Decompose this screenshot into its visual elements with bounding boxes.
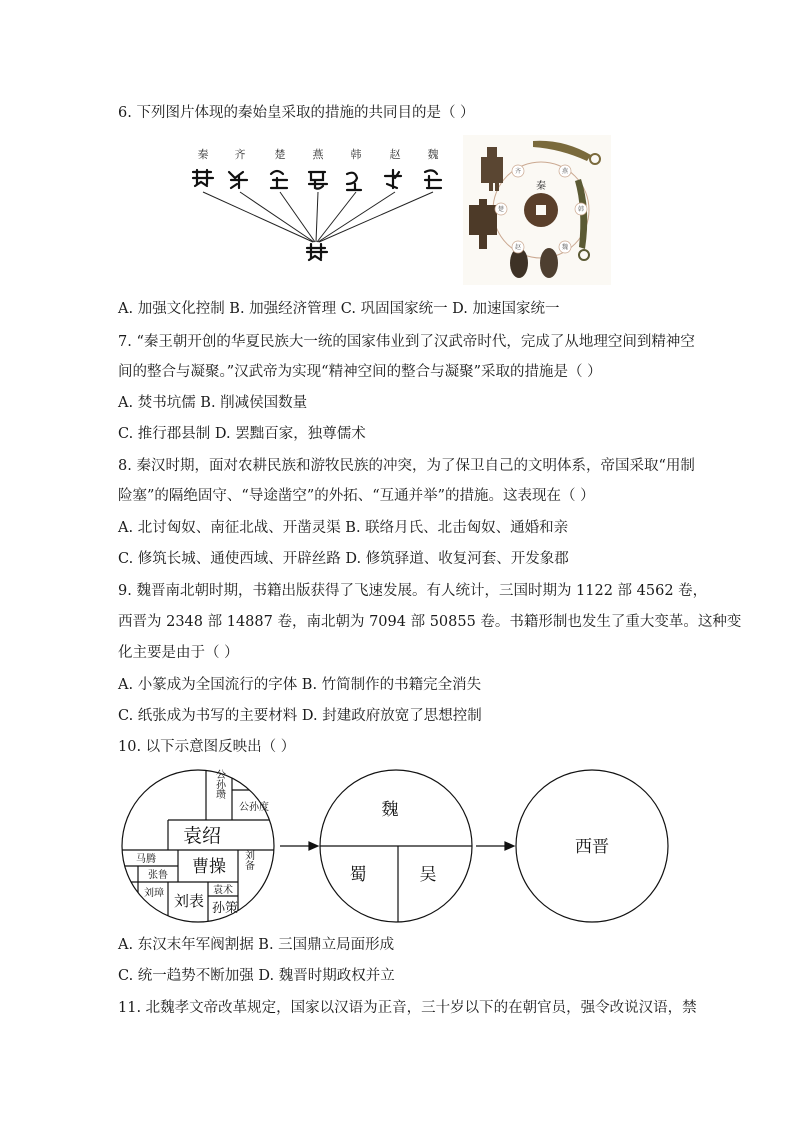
glyph-yan <box>309 172 327 189</box>
arrow-2 <box>476 842 514 850</box>
glyph-wei <box>425 170 441 188</box>
label-zhanglu: 张鲁 <box>148 870 168 881</box>
label-gongsunzan: 公孙瓒 <box>213 769 225 799</box>
q8-stem-line-2: 险塞”的隔绝固守、“导途凿空”的外拓、“互通并举”的措施。这表现在（ ） <box>118 488 595 504</box>
q10-options-line-2: C. 统一趋势不断加强 D. 魏晋时期政权并立 <box>118 968 395 984</box>
state-label-chu: 楚 <box>274 148 286 161</box>
q9-stem-line-3: 化主要是由于（ ） <box>118 645 239 661</box>
q6-script-unification-figure <box>185 140 450 270</box>
connecting-lines <box>203 192 433 242</box>
state-name-labels <box>198 147 439 161</box>
q6-options: A. 加强文化控制 B. 加强经济管理 C. 巩固国家统一 D. 加速国家统一 <box>118 301 560 317</box>
label-liubiao: 刘表 <box>173 892 205 910</box>
glyph-chu <box>271 171 287 188</box>
state-label-yan: 燕 <box>312 148 324 161</box>
state-label-qi: 齐 <box>234 148 246 161</box>
label-caocao: 曹操 <box>192 857 226 877</box>
three-kingdoms-circle <box>318 770 474 932</box>
glyph-zhao <box>385 170 401 188</box>
state-label-wei: 魏 <box>427 148 439 161</box>
q7-options-line-1: A. 焚书坑儒 B. 削减侯国数量 <box>118 395 308 411</box>
label-xijin: 西晋 <box>575 837 609 857</box>
orbit-label-wei: 魏 <box>561 244 569 251</box>
coin-center-label: 秦 <box>536 181 546 192</box>
glyph-qi <box>229 172 247 188</box>
q8-options-line-1: A. 北讨匈奴、南征北战、开凿灵渠 B. 联络月氏、北击匈奴、通婚和亲 <box>118 520 569 536</box>
orbit-label-qi: 齐 <box>514 168 522 175</box>
q9-options-line-1: A. 小篆成为全国流行的字体 B. 竹简制作的书籍完全消失 <box>118 677 482 693</box>
q8-options-line-2: C. 修筑长城、通使西域、开辟丝路 D. 修筑驿道、收复河套、开发象郡 <box>118 551 569 567</box>
label-liubei: 刘备 <box>242 850 254 870</box>
q9-stem-line-2: 西晋为 2348 部 14887 卷，南北朝为 7094 部 50855 卷。书籍形制也发生了重大变革。这种变 <box>118 614 742 630</box>
label-mateng: 马腾 <box>136 854 156 865</box>
label-yuanshao: 袁绍 <box>182 825 222 847</box>
q10-options-line-1: A. 东汉末年军阀割据 B. 三国鼎立局面形成 <box>118 937 395 953</box>
state-label-zhao: 赵 <box>389 148 401 161</box>
label-shu: 蜀 <box>349 865 367 885</box>
orbit-label-chu: 楚 <box>497 206 505 213</box>
q7-options-line-2: C. 推行郡县制 D. 罢黜百家，独尊儒术 <box>118 426 366 442</box>
state-label-han: 韩 <box>350 148 362 161</box>
orbit-label-han: 韩 <box>577 206 585 213</box>
label-yuanshu: 袁术 <box>213 885 233 896</box>
glyph-qin <box>193 170 213 186</box>
q10-stem: 10. 以下示意图反映出（ ） <box>118 739 296 755</box>
label-wu: 吴 <box>419 865 437 885</box>
banliang-coin-center <box>524 193 558 227</box>
glyph-han <box>347 173 361 190</box>
label-gongsundu: 公孙度 <box>239 802 269 813</box>
label-wei: 魏 <box>381 800 399 820</box>
q6-stem: 6. 下列图片体现的秦始皇采取的措施的共同目的是（ ） <box>118 105 475 121</box>
three-kingdoms-labels <box>350 800 437 885</box>
warlord-labels <box>136 769 269 916</box>
q6-coin-unification-figure <box>463 135 611 285</box>
state-label-qin: 秦 <box>197 148 209 161</box>
arrow-1 <box>280 842 318 850</box>
q8-stem-line-1: 8. 秦汉时期，面对农耕民族和游牧民族的冲突，为了保卫自己的文明体系，帝国采取“用制 <box>118 458 695 474</box>
q10-diagram <box>118 762 678 932</box>
q7-stem-line-1: 7. “秦王朝开创的华夏民族大一统的国家伟业到了汉武帝时代，完成了从地理空间到精神空 <box>118 334 695 350</box>
q11-stem-line-1: 11. 北魏孝文帝改革规定，国家以汉语为正音，三十岁以下的在朝官员，强令改说汉语，禁 <box>118 1000 697 1016</box>
q7-stem-line-2: 间的整合与凝聚。”汉武帝为实现“精神空间的整合与凝聚”采取的措施是（ ） <box>118 364 602 380</box>
label-sunce: 孙策 <box>211 901 239 916</box>
q9-stem-line-1: 9. 魏晋南北朝时期，书籍出版获得了飞速发展。有人统计，三国时期为 1122 部 4562 卷， <box>118 583 708 599</box>
q9-options-line-2: C. 纸张成为书写的主要材料 D. 封建政府放宽了思想控制 <box>118 708 482 724</box>
glyph-unified-qin <box>307 244 327 260</box>
label-liuzhang: 刘璋 <box>144 888 164 899</box>
orbit-label-zhao: 赵 <box>514 244 522 251</box>
orbit-label-yan: 燕 <box>561 168 569 175</box>
